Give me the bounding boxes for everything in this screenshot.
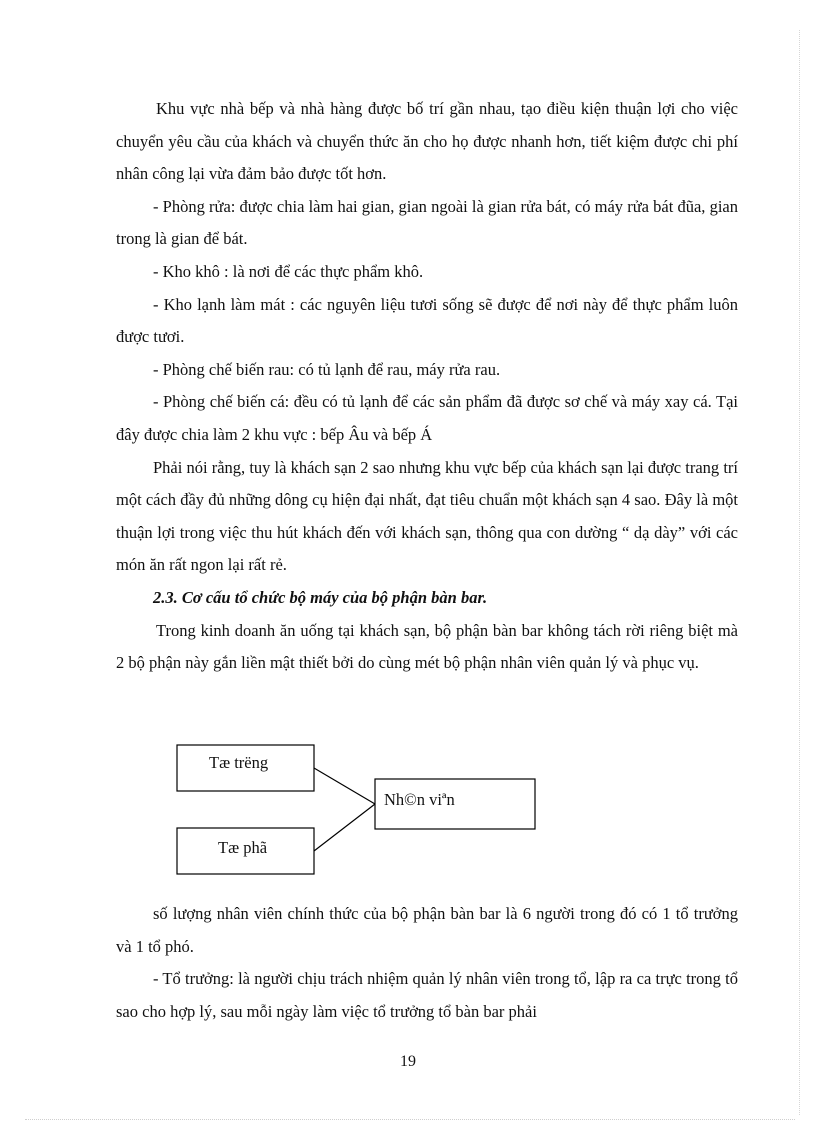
body-text-top [116,93,738,680]
body-text-bottom [116,898,738,1028]
paragraph: số lượng nhân viên chính thức của bộ phận bàn bar là 6 người trong đó có 1 tổ trưởng và 1 tổ phó. [116,904,738,956]
section-heading: 2.3. Cơ cấu tổ chức bộ máy của bộ phận bàn bar. [153,587,488,607]
paragraph: - Tổ trưởng: là người chịu trách nhiệm quản lý nhân viên trong tổ, lập ra ca trực trong tổ sao cho hợp lý, sau mỗi ngày làm việc tổ trưởng tổ bàn bar phải [116,969,738,1021]
paragraph: Phải nói rằng, tuy là khách sạn 2 sao nhưng khu vực bếp của khách sạn lại được trang trí một cách đầy đủ những dông cụ hiện đại nhất, đạt tiêu chuẩn một khách sạn 4 sao. Đây là một thuận lợi trong việc thu hút khách đến với khách sạn, thông qua con dường “ dạ dày” với các món ăn rất ngon lại rất rẻ. [116,457,738,575]
page-border-right [799,30,800,1115]
paragraph: Khu vực nhà bếp và nhà hàng được bố trí gần nhau, tạo điều kiện thuận lợi cho việc chuyển yêu cầu của khách và chuyển thức ăn cho họ được nhanh hơn, tiết kiệm được chi phí nhân công lại vừa đảm bảo được tốt hơn. [116,99,738,184]
connector-line [314,804,375,851]
connector-line [314,768,375,804]
page-number: 19 [400,1053,416,1070]
page-border-bottom [25,1119,795,1120]
paragraph: - Kho lạnh làm mát : các nguyên liệu tươi sống sẽ được để nơi này để thực phẩm luôn được tươi. [116,294,738,347]
paragraph: - Phòng chế biến cá: đều có tủ lạnh để các sản phẩm đã được sơ chế và máy xay cá. Tại đây được chia làm 2 khu vực : bếp Âu và bếp Á [116,392,738,444]
box-bottom-left-label: Tæ phã [218,838,268,857]
paragraph: - Phòng rửa: được chia làm hai gian, gian ngoài là gian rửa bát, có máy rửa bát đũa, gian trong là gian để bát. [116,196,738,249]
paragraph: Trong kinh doanh ăn uống tại khách sạn, bộ phận bàn bar không tách rời riêng biệt mà 2 bộ phận này gắn liền mật thiết bởi do cùng mét bộ phận nhân viên quản lý và phục vụ. [116,620,738,673]
box-right-label: Nh©n viªn [384,790,455,809]
box-top-left-label: Tæ trëng [209,753,269,772]
paragraph: - Kho khô : là nơi để các thực phẩm khô. [153,261,424,281]
paragraph: - Phòng chế biến rau: có tủ lạnh để rau, máy rửa rau. [153,359,501,379]
